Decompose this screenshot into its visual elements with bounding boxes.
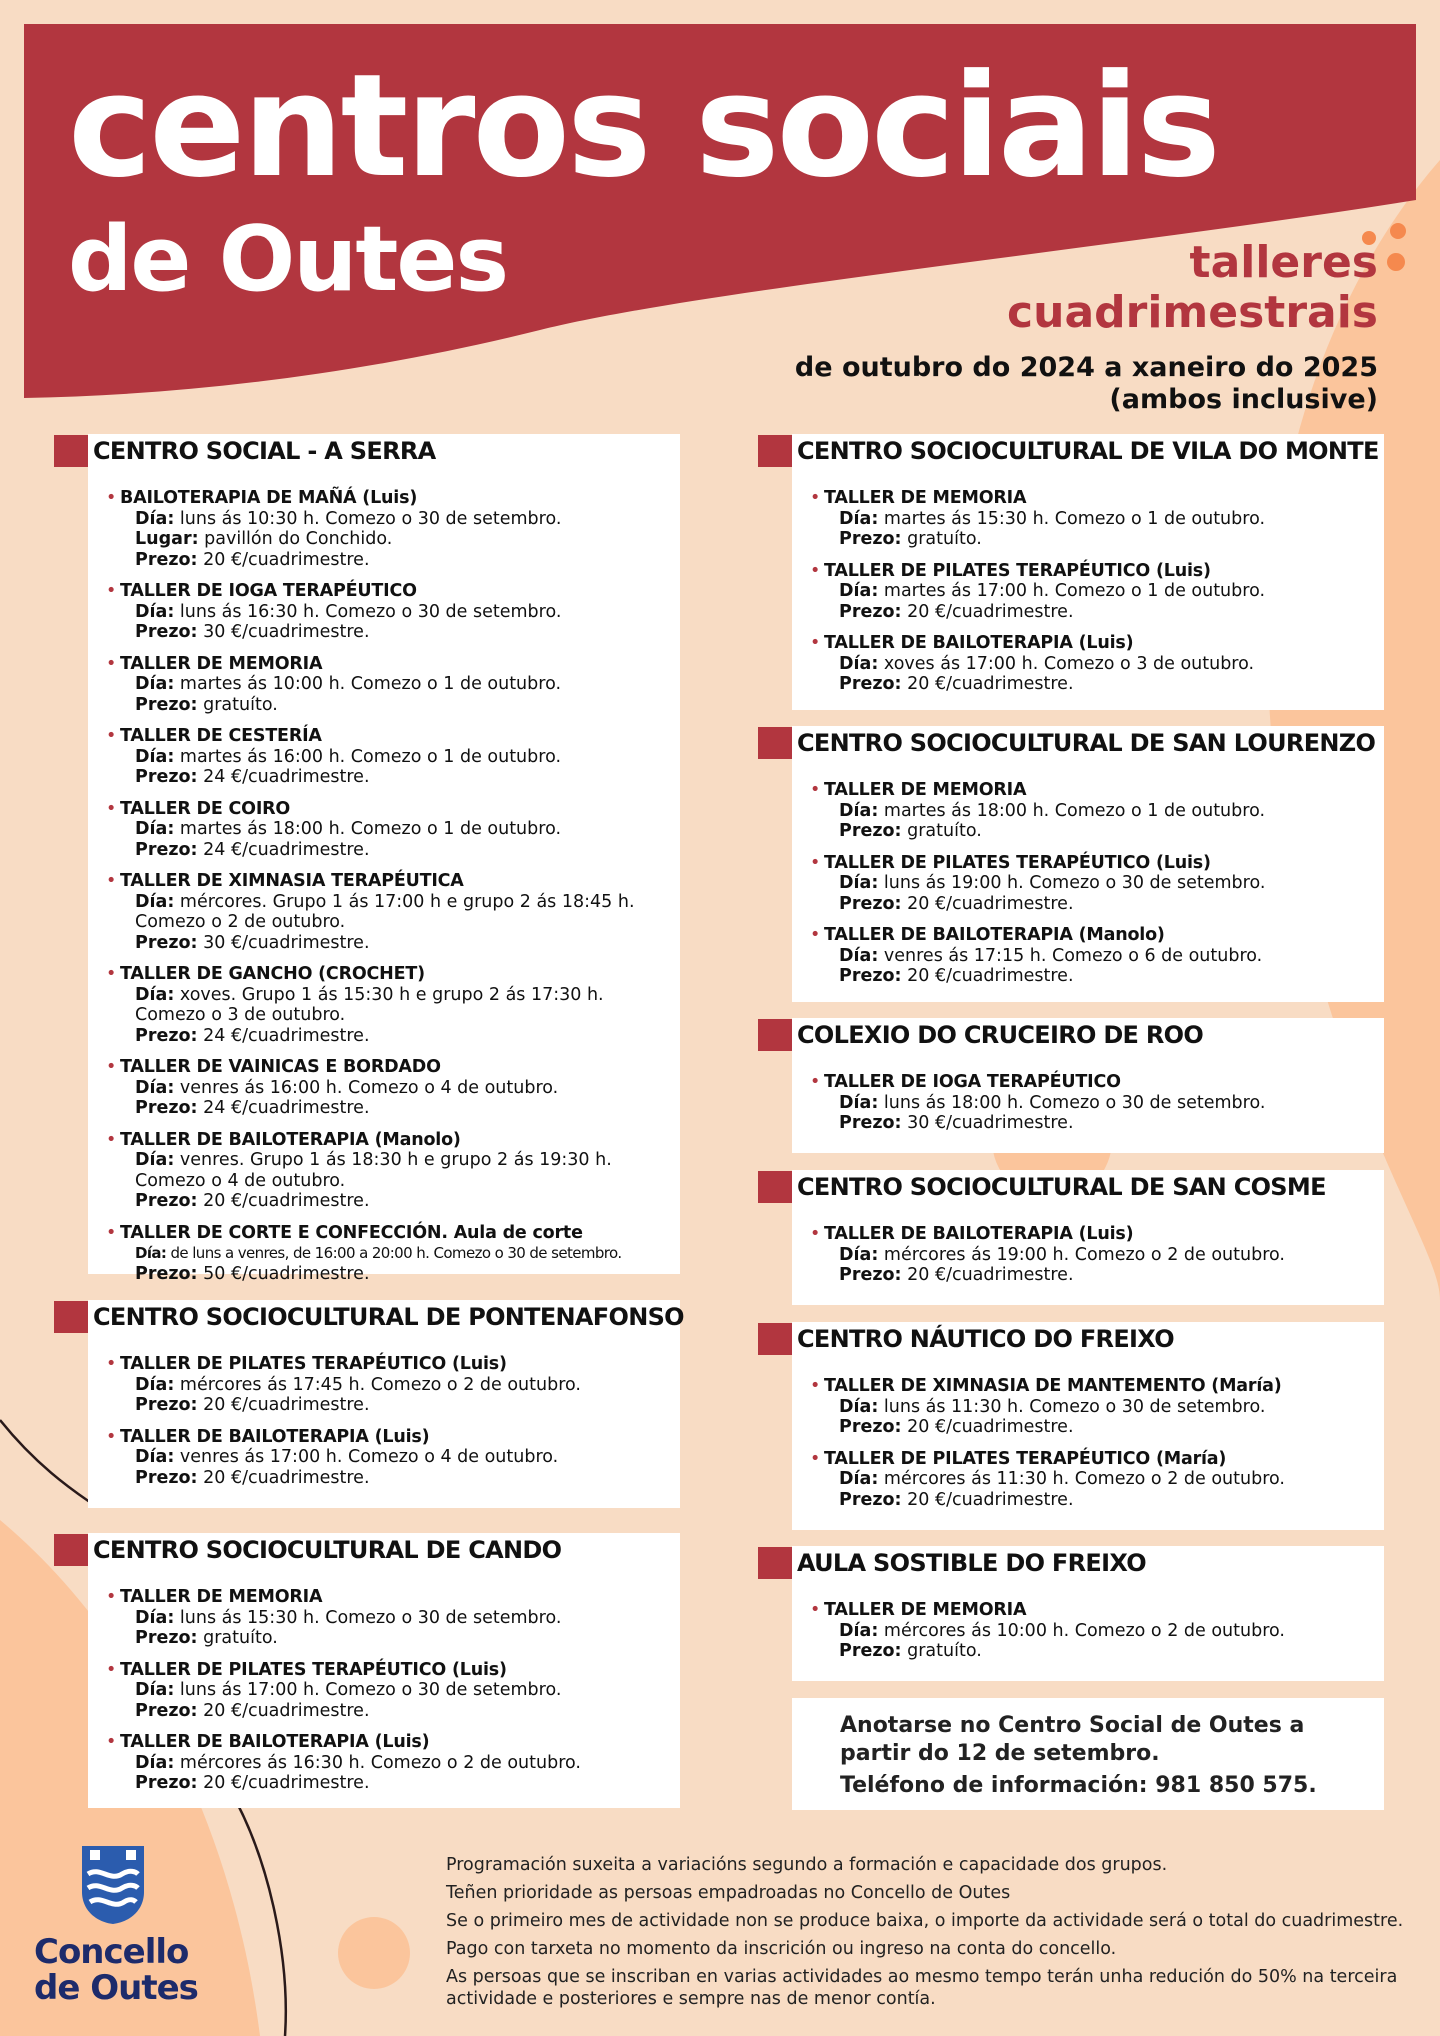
workshop-item xyxy=(88,1587,680,1649)
detail-text: 20 €/cuadrimestre. xyxy=(901,1417,1074,1437)
workshop-item xyxy=(88,1354,680,1416)
detail-text: mércores ás 11:30 h. Comezo o 2 de outubro. xyxy=(878,1469,1285,1489)
center-title: AULA SOSTIBLE DO FREIXO xyxy=(797,1549,1146,1577)
workshop-item xyxy=(792,925,1384,987)
detail-text: martes ás 18:00 h. Comezo o 1 de outubro. xyxy=(878,800,1266,821)
workshop-name: • TALLER DE MEMORIA xyxy=(120,1587,323,1607)
detail-label: Prezo: xyxy=(839,529,902,549)
workshop-detail xyxy=(824,1113,1384,1134)
center-header xyxy=(758,435,1379,467)
workshop-list xyxy=(792,434,1384,695)
detail-label: Día: xyxy=(839,653,879,674)
workshop-item xyxy=(88,1427,680,1489)
workshop-detail xyxy=(824,1397,1384,1418)
detail-text: 20 €/cuadrimestre. xyxy=(197,1700,370,1721)
detail-label: Día: xyxy=(839,1620,879,1641)
workshop-detail xyxy=(120,1171,680,1192)
detail-label: Prezo: xyxy=(135,839,198,860)
detail-text: 20 €/cuadrimestre. xyxy=(197,1191,370,1211)
header-square-icon xyxy=(54,1534,88,1566)
workshop-name: • TALLER DE PILATES TERAPÉUTICO (Luis) xyxy=(120,1354,507,1374)
detail-label: Prezo: xyxy=(839,1641,902,1661)
workshop-detail xyxy=(824,529,1384,550)
detail-text: luns ás 11:30 h. Comezo o 30 de setembro. xyxy=(878,1396,1266,1417)
detail-text: 20 €/cuadrimestre. xyxy=(901,1265,1074,1285)
workshop-name: • TALLER DE PILATES TERAPÉUTICO (María) xyxy=(824,1448,1227,1469)
workshop-detail xyxy=(120,695,680,716)
workshop-detail xyxy=(120,892,680,913)
detail-text: gratuíto. xyxy=(901,529,982,549)
detail-label: Prezo: xyxy=(135,694,198,715)
workshop-list xyxy=(792,726,1384,987)
workshop-name: • TALLER DE CESTERÍA xyxy=(120,726,322,746)
workshop-name: • TALLER DE BAILOTERAPIA (Luis) xyxy=(120,1732,430,1752)
workshop-detail xyxy=(824,654,1384,675)
workshop-detail xyxy=(120,1773,680,1794)
detail-label: Prezo: xyxy=(135,1628,198,1648)
detail-text: mércores ás 10:00 h. Comezo o 2 de outubro. xyxy=(878,1620,1285,1641)
detail-label: Prezo: xyxy=(839,1489,902,1510)
detail-label: Prezo: xyxy=(135,1263,198,1284)
detail-text: gratuíto. xyxy=(901,1641,982,1661)
workshop-detail xyxy=(824,801,1384,822)
workshop-detail xyxy=(824,1265,1384,1286)
detail-label: Día: xyxy=(839,581,879,601)
workshop-detail xyxy=(120,1701,680,1722)
detail-label: Día: xyxy=(135,984,175,1005)
workshop-name: • TALLER DE CORTE E CONFECCIÓN. Aula de corte xyxy=(120,1222,583,1243)
detail-label: Día: xyxy=(135,1607,175,1628)
workshop-item xyxy=(88,1057,680,1119)
notes-list xyxy=(446,1854,1406,2016)
workshop-detail xyxy=(120,985,680,1006)
center-header xyxy=(758,727,1375,759)
workshop-detail xyxy=(824,873,1384,894)
workshop-detail xyxy=(120,1191,680,1212)
detail-label: Día: xyxy=(839,1244,879,1265)
detail-text: martes ás 10:00 h. Comezo o 1 de outubro. xyxy=(174,674,562,694)
workshop-detail xyxy=(120,1395,680,1416)
detail-label: Prezo: xyxy=(839,821,902,841)
workshop-item xyxy=(792,1376,1384,1438)
workshop-item xyxy=(792,488,1384,550)
page-title-sub: de Outes xyxy=(68,207,508,312)
center-title: CENTRO SOCIOCULTURAL DE SAN LOURENZO xyxy=(797,729,1376,757)
detail-text: mércores. Grupo 1 ás 17:00 h e grupo 2 ás 18:45 h. xyxy=(174,891,635,912)
detail-text: 20 €/cuadrimestre. xyxy=(197,1395,370,1415)
workshop-list xyxy=(88,434,680,1284)
workshops-subtitle xyxy=(1007,238,1378,338)
workshop-detail xyxy=(824,966,1384,987)
workshop-detail xyxy=(120,747,680,768)
detail-text: venres ás 17:15 h. Comezo o 6 de outubro. xyxy=(878,945,1263,966)
detail-text: martes ás 15:30 h. Comezo o 1 de outubro. xyxy=(878,508,1266,529)
header-square-icon xyxy=(758,1171,792,1203)
workshop-name: • TALLER DE PILATES TERAPÉUTICO (Luis) xyxy=(824,852,1211,873)
detail-label: Prezo: xyxy=(839,1265,902,1285)
detail-label: Prezo: xyxy=(135,1700,198,1721)
detail-text: martes ás 16:00 h. Comezo o 1 de outubro. xyxy=(174,746,562,767)
detail-label: Día: xyxy=(839,1092,879,1113)
detail-label: Día: xyxy=(135,508,175,529)
workshop-detail xyxy=(120,550,680,571)
workshop-detail xyxy=(120,509,680,530)
detail-label: Día: xyxy=(839,800,879,821)
detail-label: Prezo: xyxy=(135,1773,198,1793)
workshop-detail xyxy=(824,946,1384,967)
workshop-detail xyxy=(120,1098,680,1119)
registration-box xyxy=(792,1698,1384,1810)
detail-label: Día: xyxy=(135,1244,167,1262)
detail-label: Prezo: xyxy=(135,932,198,953)
detail-text: 20 €/cuadrimestre. xyxy=(197,549,370,570)
detail-label: Prezo: xyxy=(839,966,902,986)
workshop-detail xyxy=(824,581,1384,602)
workshop-name: • TALLER DE COIRO xyxy=(120,798,291,819)
workshop-detail xyxy=(120,1628,680,1649)
workshop-detail xyxy=(824,1417,1384,1438)
workshop-detail xyxy=(120,912,680,933)
detail-label: Día: xyxy=(135,891,175,912)
center-card-centro-social-a-serra xyxy=(88,434,680,1284)
detail-label: Prezo: xyxy=(135,549,198,570)
workshop-item xyxy=(88,1223,680,1285)
detail-text: luns ás 15:30 h. Comezo o 30 de setembro. xyxy=(174,1607,562,1628)
detail-label: Prezo: xyxy=(839,1417,902,1437)
workshop-detail xyxy=(120,767,680,788)
workshop-name: • TALLER DE XIMNASIA DE MANTEMENTO (María) xyxy=(824,1376,1282,1396)
registration-phone: Teléfono de información: 981 850 575. xyxy=(840,1773,1317,1798)
workshop-name: • TALLER DE VAINICAS E BORDADO xyxy=(120,1057,441,1077)
header-square-icon xyxy=(758,435,792,467)
detail-text: 20 €/cuadrimestre. xyxy=(197,1773,370,1793)
detail-label: Prezo: xyxy=(135,1395,198,1415)
workshop-item xyxy=(792,561,1384,623)
detail-label: Día: xyxy=(839,945,879,966)
detail-label: Día: xyxy=(839,873,879,893)
workshop-detail xyxy=(824,602,1384,623)
workshop-detail xyxy=(120,674,680,695)
center-header xyxy=(758,1323,1174,1355)
detail-text: venres. Grupo 1 ás 18:30 h e grupo 2 ás 19:30 h. xyxy=(174,1150,612,1170)
center-header xyxy=(758,1019,1203,1051)
detail-text: 24 €/cuadrimestre. xyxy=(197,1025,370,1046)
subtitle-line-1: talleres xyxy=(1189,237,1378,288)
shield-logo-icon xyxy=(80,1844,146,1926)
workshop-name: • TALLER DE MEMORIA xyxy=(824,1600,1027,1620)
detail-text: Comezo o 2 de outubro. xyxy=(135,912,346,932)
workshop-detail xyxy=(824,821,1384,842)
center-header xyxy=(758,1171,1326,1203)
workshop-detail xyxy=(824,674,1384,695)
workshop-item xyxy=(792,633,1384,695)
detail-text: luns ás 10:30 h. Comezo o 30 de setembro. xyxy=(174,508,562,529)
workshop-detail xyxy=(824,1621,1384,1642)
workshop-name: • TALLER DE MEMORIA xyxy=(120,653,323,674)
workshop-item xyxy=(88,799,680,861)
date-range xyxy=(795,352,1378,416)
workshop-name: • TALLER DE BAILOTERAPIA (Manolo) xyxy=(824,925,1165,945)
workshop-item xyxy=(88,1732,680,1794)
workshop-item xyxy=(792,1224,1384,1286)
detail-label: Día: xyxy=(135,1374,175,1395)
workshop-detail xyxy=(824,894,1384,915)
center-title: CENTRO SOCIOCULTURAL DE VILA DO MONTE xyxy=(797,437,1379,465)
detail-text: mércores ás 19:00 h. Comezo o 2 de outubro. xyxy=(878,1244,1285,1265)
workshop-detail xyxy=(120,1078,680,1099)
header-square-icon xyxy=(758,1019,792,1051)
detail-text: mércores ás 17:45 h. Comezo o 2 de outubro. xyxy=(174,1374,581,1395)
detail-text: mércores ás 16:30 h. Comezo o 2 de outubro. xyxy=(174,1752,581,1773)
detail-text: de luns a venres, de 16:00 a 20:00 h. Comezo o 30 de setembro. xyxy=(166,1244,622,1262)
dark-arc-left xyxy=(0,1420,94,1505)
center-header xyxy=(758,1547,1146,1579)
note-item: Programación suxeita a variacións segundo a formación e capacidade dos grupos. xyxy=(446,1855,1168,1875)
concello-logo-text xyxy=(34,1934,198,2006)
center-title: CENTRO NÁUTICO DO FREIXO xyxy=(797,1325,1174,1353)
workshop-detail xyxy=(120,602,680,623)
detail-label: Prezo: xyxy=(839,1113,902,1133)
detail-text: venres ás 17:00 h. Comezo o 4 de outubro. xyxy=(174,1447,559,1467)
detail-label: Día: xyxy=(135,746,175,767)
workshop-detail xyxy=(120,1680,680,1701)
center-title: CENTRO SOCIAL - A SERRA xyxy=(93,437,436,465)
workshop-item xyxy=(88,726,680,788)
workshop-name: • TALLER DE BAILOTERAPIA (Luis) xyxy=(824,1224,1134,1244)
workshop-item xyxy=(792,853,1384,915)
detail-text: 30 €/cuadrimestre. xyxy=(197,932,370,953)
detail-text: Comezo o 4 de outubro. xyxy=(135,1170,346,1191)
center-title: CENTRO SOCIOCULTURAL DE SAN COSME xyxy=(797,1173,1326,1201)
detail-text: Comezo o 3 de outubro. xyxy=(135,1005,346,1025)
center-card-centro-sociocultural-de-cando xyxy=(88,1533,680,1808)
detail-label: Prezo: xyxy=(135,1025,198,1046)
workshop-item xyxy=(88,581,680,643)
workshop-name: • TALLER DE MEMORIA xyxy=(824,780,1027,800)
workshop-name: • TALLER DE PILATES TERAPÉUTICO (Luis) xyxy=(824,560,1211,581)
detail-label: Prezo: xyxy=(135,1467,198,1488)
detail-label: Día: xyxy=(839,1469,879,1489)
detail-label: Día: xyxy=(135,1680,175,1700)
note-item: Pago con tarxeta no momento da inscrición ou ingreso na conta do concello. xyxy=(446,1939,1117,1959)
detail-text: luns ás 19:00 h. Comezo o 30 de setembro. xyxy=(878,873,1266,893)
date-line-2: (ambos inclusive) xyxy=(1109,384,1378,415)
detail-text: 20 €/cuadrimestre. xyxy=(901,674,1074,694)
workshop-detail xyxy=(824,1469,1384,1490)
detail-text: xoves. Grupo 1 ás 15:30 h e grupo 2 ás 17:30 h. xyxy=(174,984,604,1005)
workshop-detail xyxy=(120,622,680,643)
detail-text: 24 €/cuadrimestre. xyxy=(197,839,370,860)
workshop-item xyxy=(88,964,680,1046)
detail-text: gratuíto. xyxy=(901,821,982,841)
center-card-centro-sociocultural-de-san-lourenzo xyxy=(792,726,1384,1002)
detail-label: Día: xyxy=(135,1150,175,1170)
orange-dot-3 xyxy=(1387,253,1405,271)
center-header xyxy=(54,1301,684,1333)
workshop-item xyxy=(88,1660,680,1722)
header-square-icon xyxy=(54,435,88,467)
workshop-name: • TALLER DE IOGA TERAPÉUTICO xyxy=(120,581,417,601)
workshop-detail xyxy=(120,529,680,550)
workshop-name: • TALLER DE PILATES TERAPÉUTICO (Luis) xyxy=(120,1659,507,1680)
detail-label: Prezo: xyxy=(839,893,902,914)
detail-text: 20 €/cuadrimestre. xyxy=(901,966,1074,986)
workshop-detail xyxy=(120,1005,680,1026)
header-square-icon xyxy=(758,727,792,759)
header-square-icon xyxy=(758,1323,792,1355)
workshop-list xyxy=(88,1533,680,1794)
workshop-name: • TALLER DE IOGA TERAPÉUTICO xyxy=(824,1072,1121,1092)
workshop-detail xyxy=(824,1490,1384,1511)
note-item: Se o primeiro mes de actividade non se produce baixa, o importe da actividade será o total do cuadrimestre. xyxy=(446,1911,1404,1931)
workshop-detail xyxy=(120,1264,680,1285)
workshop-item xyxy=(88,488,680,570)
detail-text: 30 €/cuadrimestre. xyxy=(197,622,370,642)
workshop-name: • TALLER DE MEMORIA xyxy=(824,488,1027,508)
workshop-name: • TALLER DE GANCHO (CROCHET) xyxy=(120,964,425,984)
center-title: CENTRO SOCIOCULTURAL DE PONTENAFONSO xyxy=(93,1303,684,1331)
date-line-1: de outubro do 2024 a xaneiro do 2025 xyxy=(794,352,1378,383)
detail-text: venres ás 16:00 h. Comezo o 4 de outubro. xyxy=(174,1077,559,1098)
center-title: CENTRO SOCIOCULTURAL DE CANDO xyxy=(93,1536,562,1564)
workshop-detail xyxy=(120,1753,680,1774)
workshop-item xyxy=(792,1600,1384,1662)
detail-label: Prezo: xyxy=(135,1191,198,1211)
detail-label: Día: xyxy=(135,601,175,622)
detail-text: martes ás 17:00 h. Comezo o 1 de outubro. xyxy=(878,581,1266,601)
detail-label: Prezo: xyxy=(135,1098,198,1118)
detail-text: 20 €/cuadrimestre. xyxy=(901,601,1074,622)
detail-label: Día: xyxy=(135,819,175,839)
detail-text: luns ás 16:30 h. Comezo o 30 de setembro. xyxy=(174,601,562,622)
workshop-name: • BAILOTERAPIA DE MAÑÁ (Luis) xyxy=(120,488,418,508)
workshop-item xyxy=(88,654,680,716)
detail-text: 20 €/cuadrimestre. xyxy=(901,1489,1074,1510)
orange-dot-2 xyxy=(1390,223,1406,239)
center-header xyxy=(54,435,436,467)
detail-text: 20 €/cuadrimestre. xyxy=(901,893,1074,914)
detail-label: Día: xyxy=(839,1396,879,1417)
workshop-detail xyxy=(120,933,680,954)
workshop-detail xyxy=(120,1608,680,1629)
workshop-detail xyxy=(120,1468,680,1489)
detail-text: 20 €/cuadrimestre. xyxy=(197,1467,370,1488)
detail-label: Día: xyxy=(839,508,879,529)
detail-text: 24 €/cuadrimestre. xyxy=(197,767,370,787)
detail-label: Día: xyxy=(135,1447,175,1467)
note-item: As persoas que se inscriban en varias actividades ao mesmo tempo terán unha redución do 50% na terceira actividade e posteriores e sempre nas de menor contía. xyxy=(446,1967,1398,2009)
logo-line-2: de Outes xyxy=(34,1968,198,2008)
detail-text: 50 €/cuadrimestre. xyxy=(197,1263,370,1284)
detail-label: Prezo: xyxy=(135,622,198,642)
workshop-item xyxy=(88,1130,680,1212)
note-item: Teñen prioridade as persoas empadroadas no Concello de Outes xyxy=(446,1883,1011,1903)
workshop-detail xyxy=(120,1026,680,1047)
subtitle-line-2: cuadrimestrais xyxy=(1007,287,1378,338)
center-title: COLEXIO DO CRUCEIRO DE ROO xyxy=(797,1021,1204,1049)
detail-label: Prezo: xyxy=(839,601,902,622)
detail-label: Día: xyxy=(135,674,175,694)
detail-text: gratuíto. xyxy=(197,1628,278,1648)
detail-text: xoves ás 17:00 h. Comezo o 3 de outubro. xyxy=(878,653,1255,674)
detail-label: Prezo: xyxy=(135,767,198,787)
workshop-name: • TALLER DE XIMNASIA TERAPÉUTICA xyxy=(120,871,464,891)
header-square-icon xyxy=(758,1547,792,1579)
detail-text: 24 €/cuadrimestre. xyxy=(197,1098,370,1118)
detail-text: luns ás 18:00 h. Comezo o 30 de setembro. xyxy=(878,1092,1266,1113)
detail-text: 30 €/cuadrimestre. xyxy=(901,1113,1074,1133)
detail-label: Prezo: xyxy=(839,674,902,694)
workshop-item xyxy=(792,780,1384,842)
peach-circle-bottom xyxy=(338,1917,410,1989)
detail-text: martes ás 18:00 h. Comezo o 1 de outubro. xyxy=(174,819,562,839)
center-header xyxy=(54,1534,561,1566)
workshop-detail xyxy=(120,1447,680,1468)
registration-line-2: partir do 12 de setembro. xyxy=(840,1741,1160,1766)
center-card-centro-sociocultural-de-vila-do-monte xyxy=(792,434,1384,710)
registration-line-1: Anotarse no Centro Social de Outes a xyxy=(840,1713,1305,1738)
workshop-detail xyxy=(824,1245,1384,1266)
workshop-name: • TALLER DE BAILOTERAPIA (Manolo) xyxy=(120,1129,461,1150)
detail-text: pavillón do Conchido. xyxy=(198,529,393,549)
workshop-detail xyxy=(824,1093,1384,1114)
workshop-detail xyxy=(120,819,680,840)
workshop-detail xyxy=(120,840,680,861)
workshop-name: • TALLER DE BAILOTERAPIA (Luis) xyxy=(824,633,1134,653)
workshop-item xyxy=(792,1449,1384,1511)
detail-label: Lugar: xyxy=(135,529,199,549)
detail-text: gratuíto. xyxy=(197,694,278,715)
detail-label: Día: xyxy=(135,1752,175,1773)
workshop-item xyxy=(792,1072,1384,1134)
workshop-name: • TALLER DE BAILOTERAPIA (Luis) xyxy=(120,1426,430,1447)
workshop-detail xyxy=(120,1375,680,1396)
detail-label: Día: xyxy=(135,1077,175,1098)
workshop-item xyxy=(88,871,680,953)
header-square-icon xyxy=(54,1301,88,1333)
logo-line-1: Concello xyxy=(34,1932,189,1972)
page-title: centros sociais xyxy=(68,44,1218,209)
workshop-detail xyxy=(824,509,1384,530)
workshop-detail xyxy=(120,1243,680,1264)
workshop-detail xyxy=(120,1150,680,1171)
workshop-detail xyxy=(824,1641,1384,1662)
detail-text: luns ás 17:00 h. Comezo o 30 de setembro. xyxy=(174,1680,562,1700)
